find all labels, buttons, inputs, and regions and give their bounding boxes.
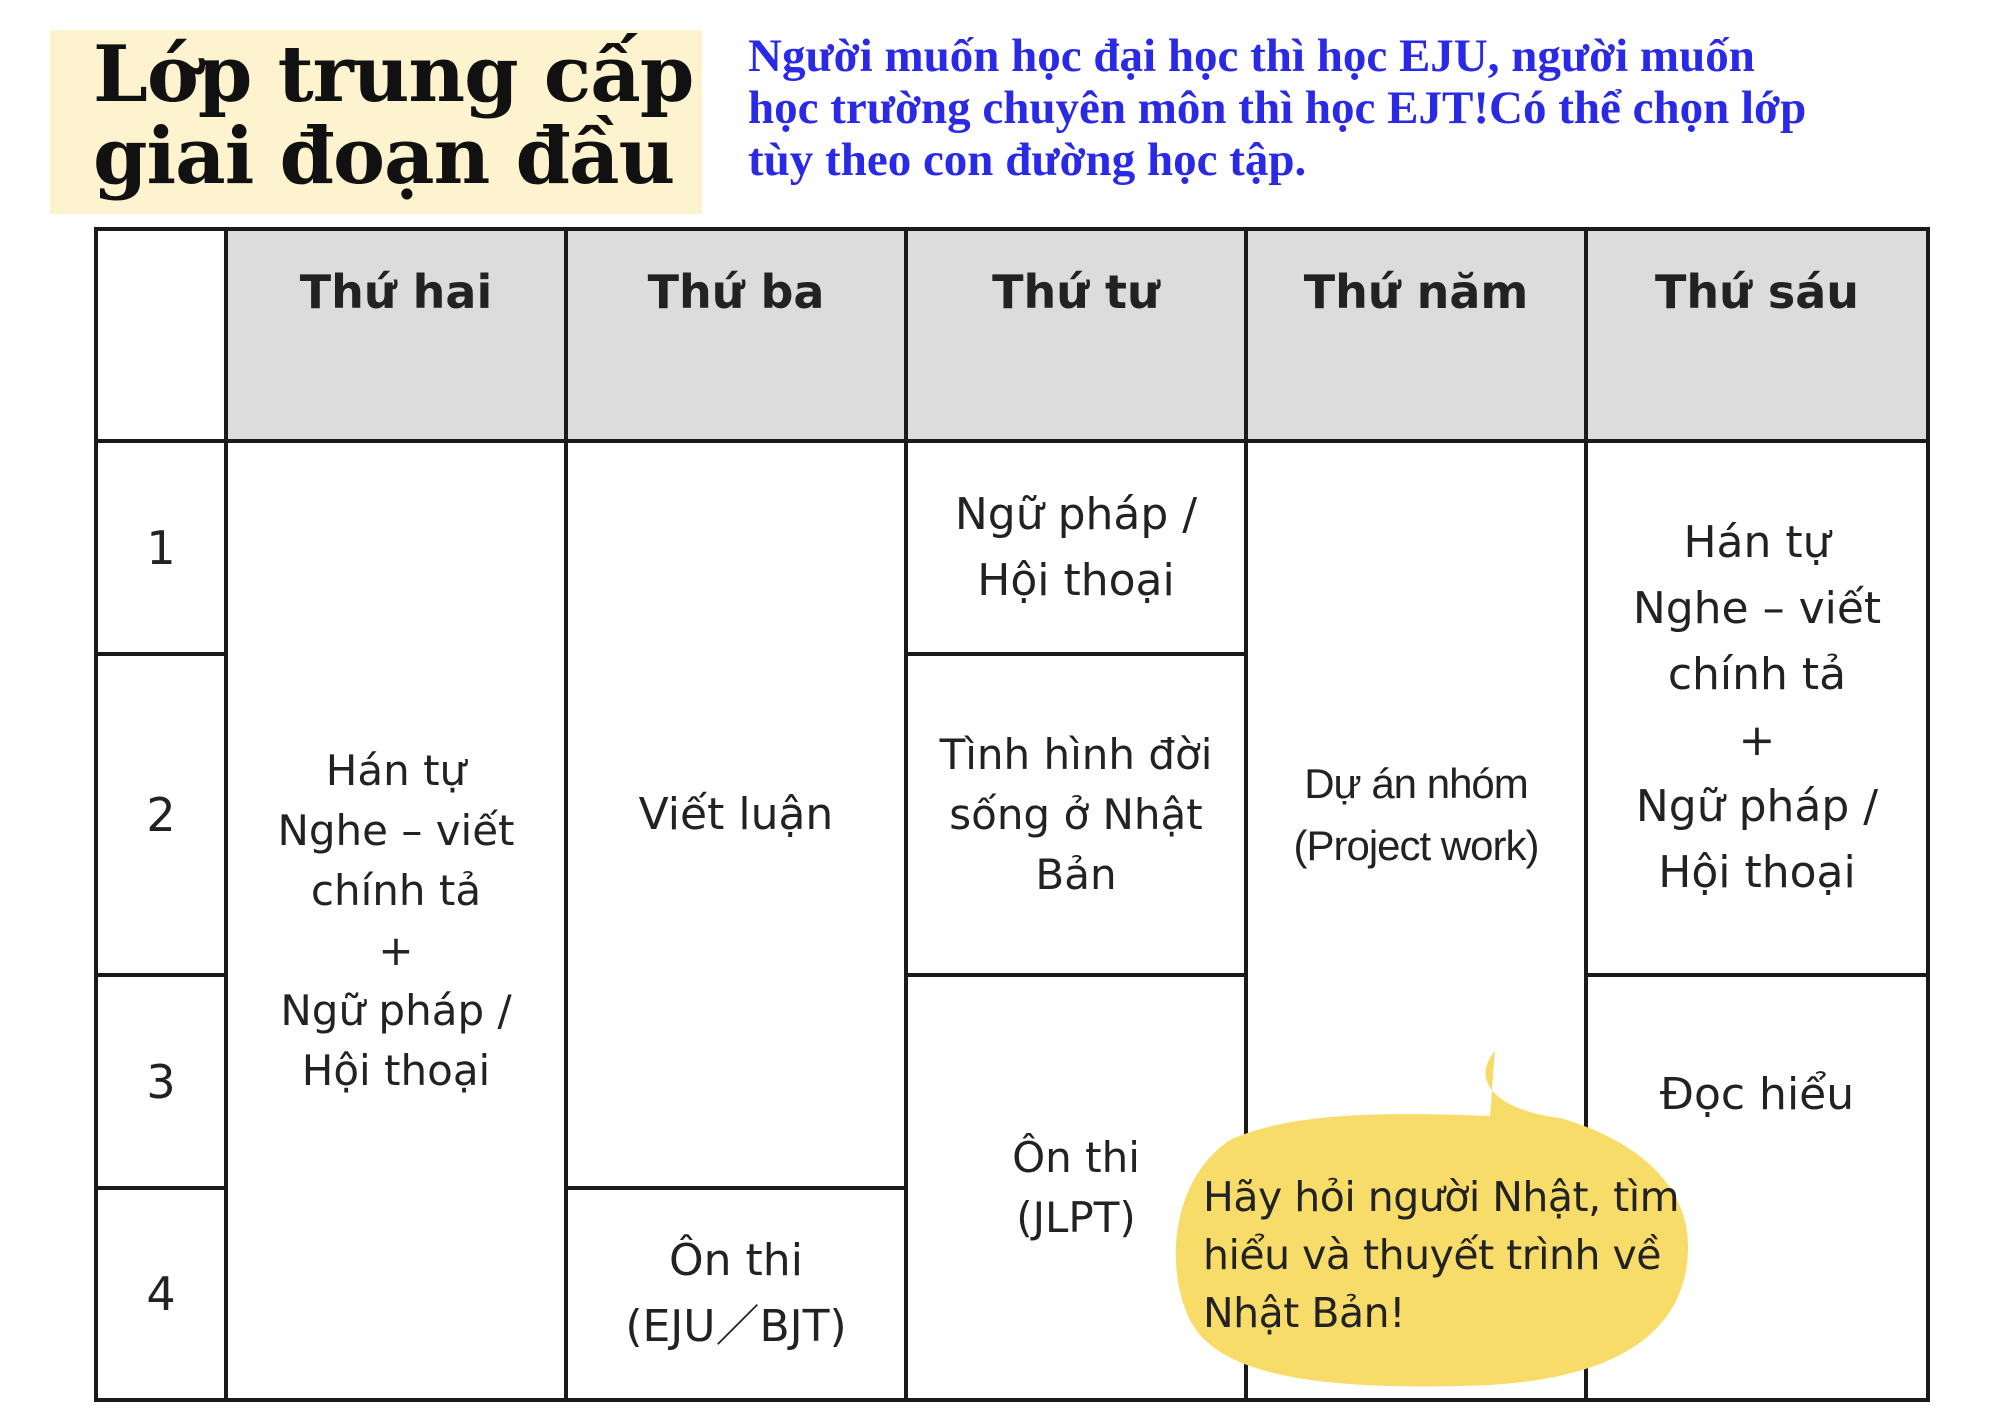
tuesday-essay-class: Viết luận bbox=[638, 788, 834, 840]
monday-class: Hán tự Nghe – viết chính tả + Ngữ pháp / Hội thoại bbox=[277, 745, 515, 1095]
friday-main-class: Hán tự Nghe – viết chính tả + Ngữ pháp / Hội thoại bbox=[1632, 517, 1882, 898]
wednesday-jlpt-class: Ôn thi (JLPT) bbox=[1012, 1132, 1140, 1242]
header-day-thursday: Thứ năm bbox=[1303, 265, 1529, 319]
speech-bubble-text: Hãy hỏi người Nhật, tìm hiểu và thuyết trình về Nhật Bản! bbox=[1203, 1173, 1680, 1337]
period-1: 1 bbox=[146, 520, 176, 575]
header-day-friday: Thứ sáu bbox=[1654, 265, 1860, 319]
period-2: 2 bbox=[146, 787, 176, 842]
period-3: 3 bbox=[146, 1054, 176, 1109]
tuesday-exam-class: Ôn thi (EJU／BJT) bbox=[625, 1235, 847, 1352]
wednesday-grammar-class: Ngữ pháp / Hội thoại bbox=[954, 488, 1198, 606]
intro-text: Người muốn học đại học thì học EJU, người muốn học trường chuyên môn thì học EJT!Có thể chọn lớp tùy theo con đường học tập. bbox=[748, 30, 1807, 186]
thursday-project-class: Dự án nhóm (Project work) bbox=[1293, 759, 1539, 869]
header-day-tuesday: Thứ ba bbox=[647, 265, 825, 319]
page-title: Lớp trung cấp giai đoạn đầu bbox=[93, 29, 694, 202]
header-day-monday: Thứ hai bbox=[299, 265, 493, 319]
period-4: 4 bbox=[146, 1267, 176, 1321]
friday-reading-class: Đọc hiểu bbox=[1659, 1069, 1855, 1120]
header-day-wednesday: Thứ tư bbox=[992, 265, 1160, 319]
wednesday-life-class: Tình hình đời sống ở Nhật Bản bbox=[939, 729, 1213, 899]
